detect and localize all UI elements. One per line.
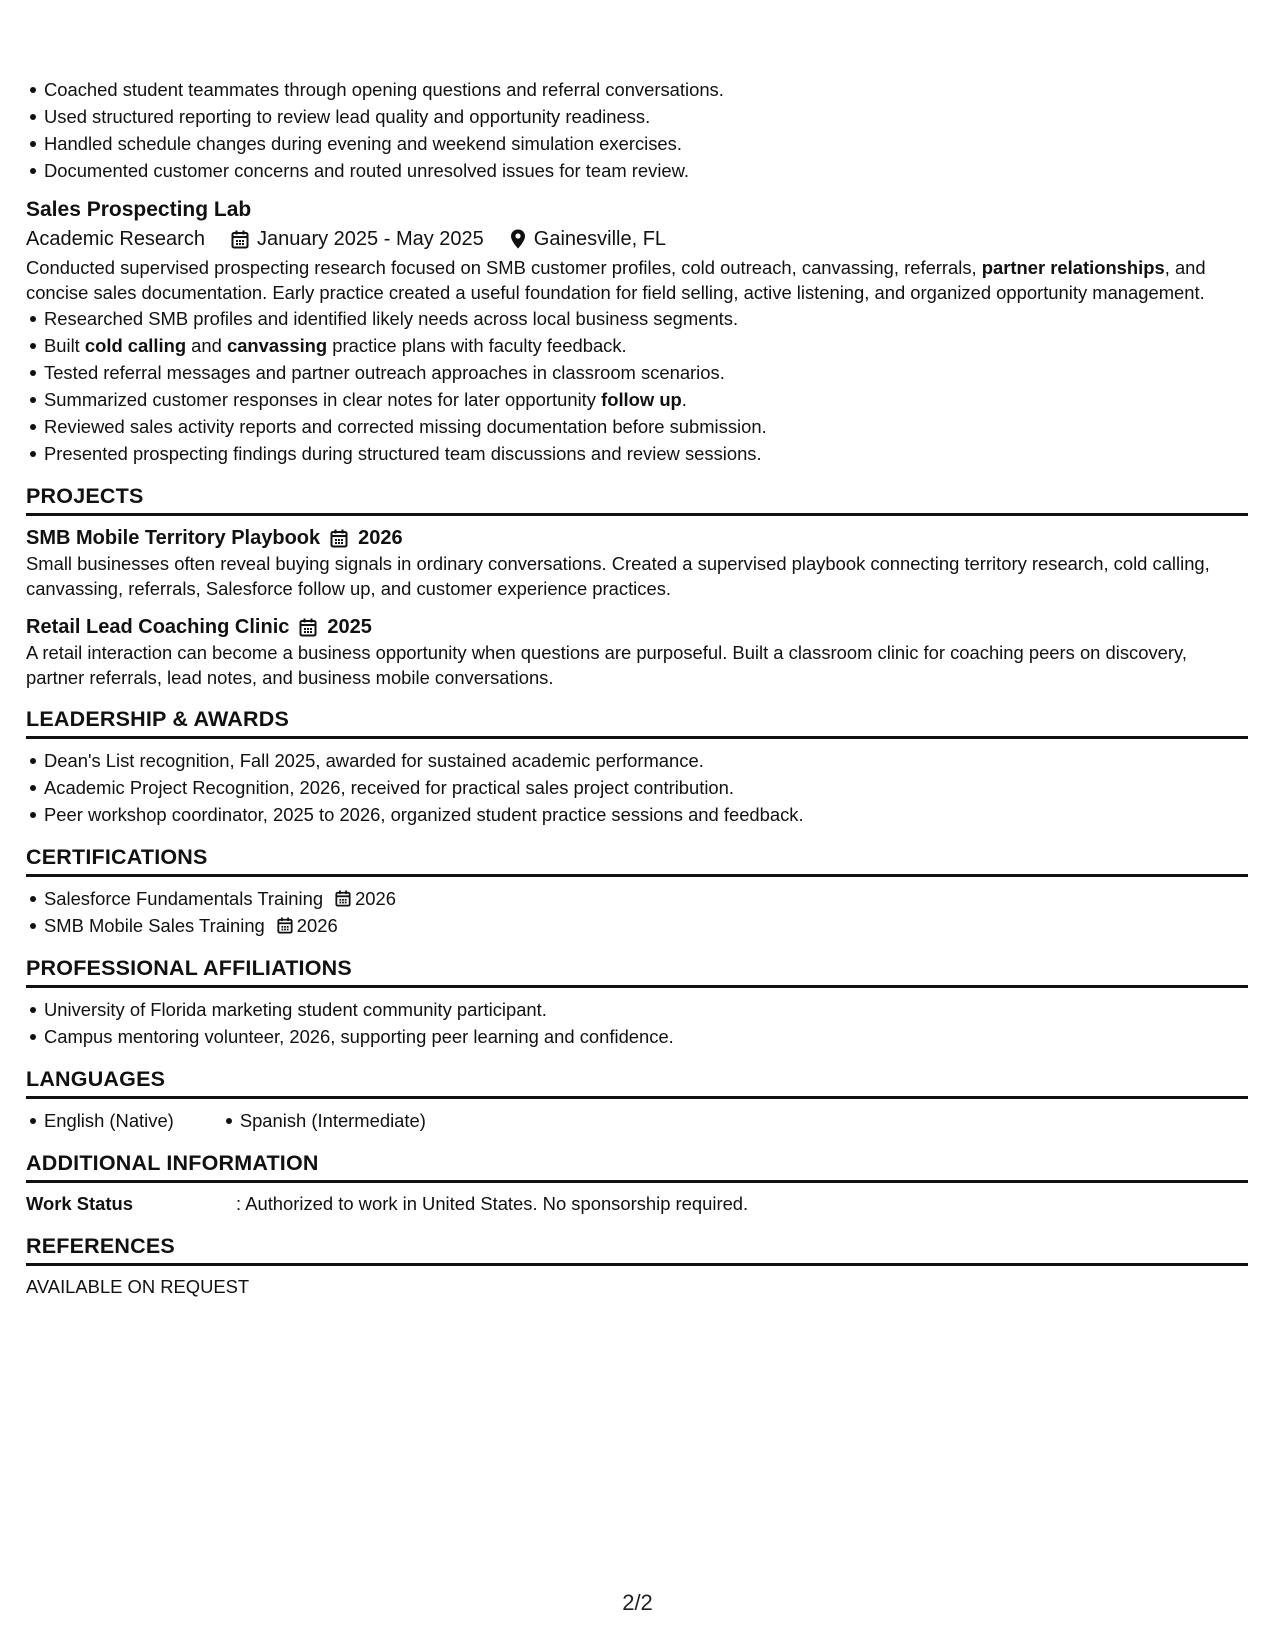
list-item: Campus mentoring volunteer, 2026, supporting peer learning and confidence.: [44, 1023, 1248, 1050]
entry-meta: [26, 224, 1248, 254]
project-title: Retail Lead Coaching Clinic: [26, 616, 290, 638]
section-divider: [26, 985, 1248, 988]
work-status-label: Work Status: [26, 1193, 133, 1214]
certification-year: 2026: [296, 915, 338, 936]
section-title: LANGUAGES: [26, 1067, 166, 1091]
bold-text: cold calling: [84, 335, 187, 356]
page-number: 2/2: [622, 1590, 653, 1615]
list-item: Presented prospecting findings during structured team discussions and review sessions.: [44, 440, 1248, 467]
language-item: Spanish (Intermediate): [240, 1107, 426, 1134]
entry-location: Gainesville, FL: [533, 228, 667, 250]
list-item: Tested referral messages and partner outreach approaches in classroom scenarios.: [44, 359, 1248, 386]
list-item: Reviewed sales activity reports and corrected missing documentation before submission.: [44, 413, 1248, 440]
lab-bullets: [26, 305, 1248, 467]
languages-section: [26, 1064, 1248, 1134]
text-span: , and concise sales documentation. Early practice created a useful foundation for field selling, active listening, and organized opportunity management.: [26, 257, 1206, 303]
text-span: Conducted supervised prospecting research focused on SMB customer profiles, cold outreach, canvassing, referrals,: [26, 257, 982, 278]
references-section: [26, 1231, 1248, 1300]
bold-text: canvassing: [226, 335, 328, 356]
map-pin-icon: [510, 229, 526, 249]
list-item: [44, 885, 1248, 912]
section-divider: [26, 1180, 1248, 1183]
section-title: REFERENCES: [26, 1234, 175, 1258]
entry-description: [26, 256, 1248, 305]
project-description: A retail interaction can become a business opportunity when questions are purposeful. Built a classroom clinic for coaching peers on discovery, partner referrals, lead notes, and business mobile conversations.: [26, 642, 1187, 688]
leadership-section: [26, 704, 1248, 828]
list-item: Handled schedule changes during evening and weekend simulation exercises.: [44, 130, 1248, 157]
list-item: [44, 386, 1248, 413]
text-span: .: [681, 389, 687, 410]
project-item: [26, 613, 1248, 690]
certification-name: Salesforce Fundamentals Training: [44, 888, 324, 909]
languages-row: [26, 1107, 1248, 1134]
certifications-list: [26, 885, 1248, 939]
certification-name: SMB Mobile Sales Training: [44, 915, 265, 936]
lab-entry: [26, 196, 1248, 467]
affiliations-list: [26, 996, 1248, 1050]
section-divider: [26, 874, 1248, 877]
work-status-row: [26, 1191, 1248, 1217]
resume-page: [26, 70, 1248, 1300]
affiliations-section: [26, 953, 1248, 1050]
additional-section: [26, 1148, 1248, 1217]
section-title: LEADERSHIP & AWARDS: [26, 707, 290, 731]
text-span: Built: [44, 335, 85, 356]
leadership-list: [26, 747, 1248, 828]
certifications-section: [26, 842, 1248, 939]
calendar-icon: [330, 529, 348, 548]
project-title: SMB Mobile Territory Playbook: [26, 527, 321, 549]
list-item: [44, 332, 1248, 359]
references-text: AVAILABLE ON REQUEST: [26, 1276, 250, 1297]
bold-text: partner relationships: [981, 257, 1165, 278]
list-item: Peer workshop coordinator, 2025 to 2026, organized student practice sessions and feedback.: [44, 801, 1248, 828]
text-span: Summarized customer responses in clear notes for later opportunity: [44, 389, 602, 410]
project-year: 2025: [327, 616, 372, 638]
project-item: [26, 524, 1248, 601]
language-item: English (Native): [44, 1107, 174, 1134]
list-item: Researched SMB profiles and identified likely needs across local business segments.: [44, 305, 1248, 332]
list-item: Documented customer concerns and routed unresolved issues for team review.: [44, 157, 1248, 184]
calendar-icon: [277, 917, 293, 934]
project-year: 2026: [358, 527, 403, 549]
entry-title: Sales Prospecting Lab: [26, 198, 252, 221]
entry-dates: January 2025 - May 2025: [256, 228, 484, 250]
list-item: Academic Project Recognition, 2026, received for practical sales project contribution.: [44, 774, 1248, 801]
text-span: and: [186, 335, 227, 356]
entry-organization: Academic Research: [26, 228, 205, 250]
previous-role-bullets: [26, 76, 1248, 184]
section-title: PROFESSIONAL AFFILIATIONS: [26, 956, 352, 980]
work-status-value: : Authorized to work in United States. No sponsorship required.: [236, 1193, 749, 1214]
certification-entry: [44, 885, 1248, 912]
list-item: University of Florida marketing student community participant.: [44, 996, 1248, 1023]
bold-text: follow up: [601, 389, 682, 410]
project-header: [26, 613, 1248, 641]
project-description: Small businesses often reveal buying signals in ordinary conversations. Created a supervised playbook connecting territory research, cold calling, canvassing, referrals, Salesforce follow up, and customer experience practices.: [26, 553, 1210, 599]
section-divider: [26, 1263, 1248, 1266]
list-item: Coached student teammates through opening questions and referral conversations.: [44, 76, 1248, 103]
projects-section: [26, 481, 1248, 690]
calendar-icon: [335, 890, 351, 907]
language-list: [222, 1107, 426, 1134]
project-header: [26, 524, 1248, 552]
certification-year: 2026: [355, 888, 396, 909]
section-divider: [26, 513, 1248, 516]
section-divider: [26, 1096, 1248, 1099]
section-title: CERTIFICATIONS: [26, 845, 208, 869]
calendar-icon: [299, 618, 317, 637]
list-item: Used structured reporting to review lead quality and opportunity readiness.: [44, 103, 1248, 130]
calendar-icon: [231, 230, 249, 249]
list-item: [44, 912, 1248, 939]
text-span: practice plans with faculty feedback.: [327, 335, 627, 356]
certification-entry: [44, 912, 1248, 939]
section-title: ADDITIONAL INFORMATION: [26, 1151, 319, 1175]
section-title: PROJECTS: [26, 484, 144, 508]
section-divider: [26, 736, 1248, 739]
list-item: Dean's List recognition, Fall 2025, awarded for sustained academic performance.: [44, 747, 1248, 774]
language-list: [26, 1107, 174, 1134]
